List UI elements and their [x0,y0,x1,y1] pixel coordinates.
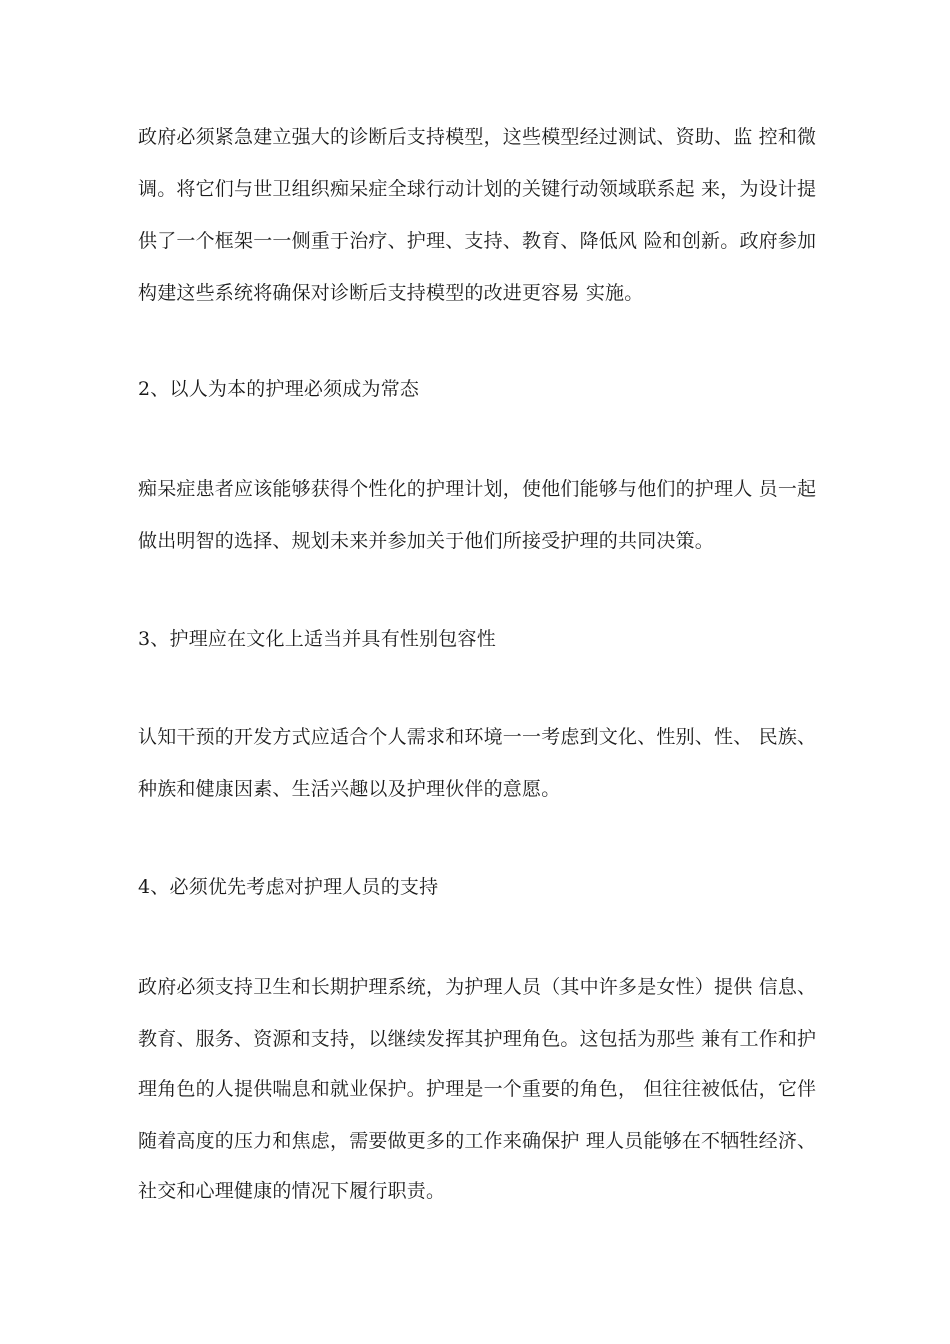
paragraph-1-line-1: 政府必须紧急建立强大的诊断后支持模型，这些模型经过测试、资助、监 控和微 [138,126,817,148]
section-heading-3: 3、护理应在文化上适当并具有性别包容性 [138,628,496,650]
paragraph-4-line-5: 社交和心理健康的情况下履行职责。 [138,1180,446,1202]
paragraph-4-line-4: 随着高度的压力和焦虑，需要做更多的工作来确保护 理人员能够在不牺牲经济、 [138,1130,817,1152]
section-heading-2: 2、以人为本的护理必须成为常态 [138,378,420,400]
paragraph-4-line-1: 政府必须支持卫生和长期护理系统，为护理人员（其中许多是女性）提供 信息、 [138,976,817,998]
section-heading-4: 4、必须优先考虑对护理人员的支持 [138,876,439,898]
paragraph-3-line-1: 认知干预的开发方式应适合个人需求和环境一一考虑到文化、性别、性、 民族、 [138,726,817,748]
paragraph-1-line-4: 构建这些系统将确保对诊断后支持模型的改进更容易 实施。 [138,282,644,304]
paragraph-4-line-3: 理角色的人提供喘息和就业保护。护理是一个重要的角色， 但往往被低估，它伴 [138,1078,817,1100]
paragraph-1-line-3: 供了一个框架一一侧重于治疗、护理、支持、教育、降低风 险和创新。政府参加 [138,230,817,252]
paragraph-2-line-2: 做出明智的选择、规划未来并参加关于他们所接受护理的共同决策。 [138,530,715,552]
paragraph-4-line-2: 教育、服务、资源和支持，以继续发挥其护理角色。这包括为那些 兼有工作和护 [138,1028,817,1050]
paragraph-3-line-2: 种族和健康因素、生活兴趣以及护理伙伴的意愿。 [138,778,561,800]
paragraph-1-line-2: 调。将它们与世卫组织痴呆症全球行动计划的关键行动领域联系起 来，为设计提 [138,178,817,200]
paragraph-2-line-1: 痴呆症患者应该能够获得个性化的护理计划，使他们能够与他们的护理人 员一起 [138,478,817,500]
